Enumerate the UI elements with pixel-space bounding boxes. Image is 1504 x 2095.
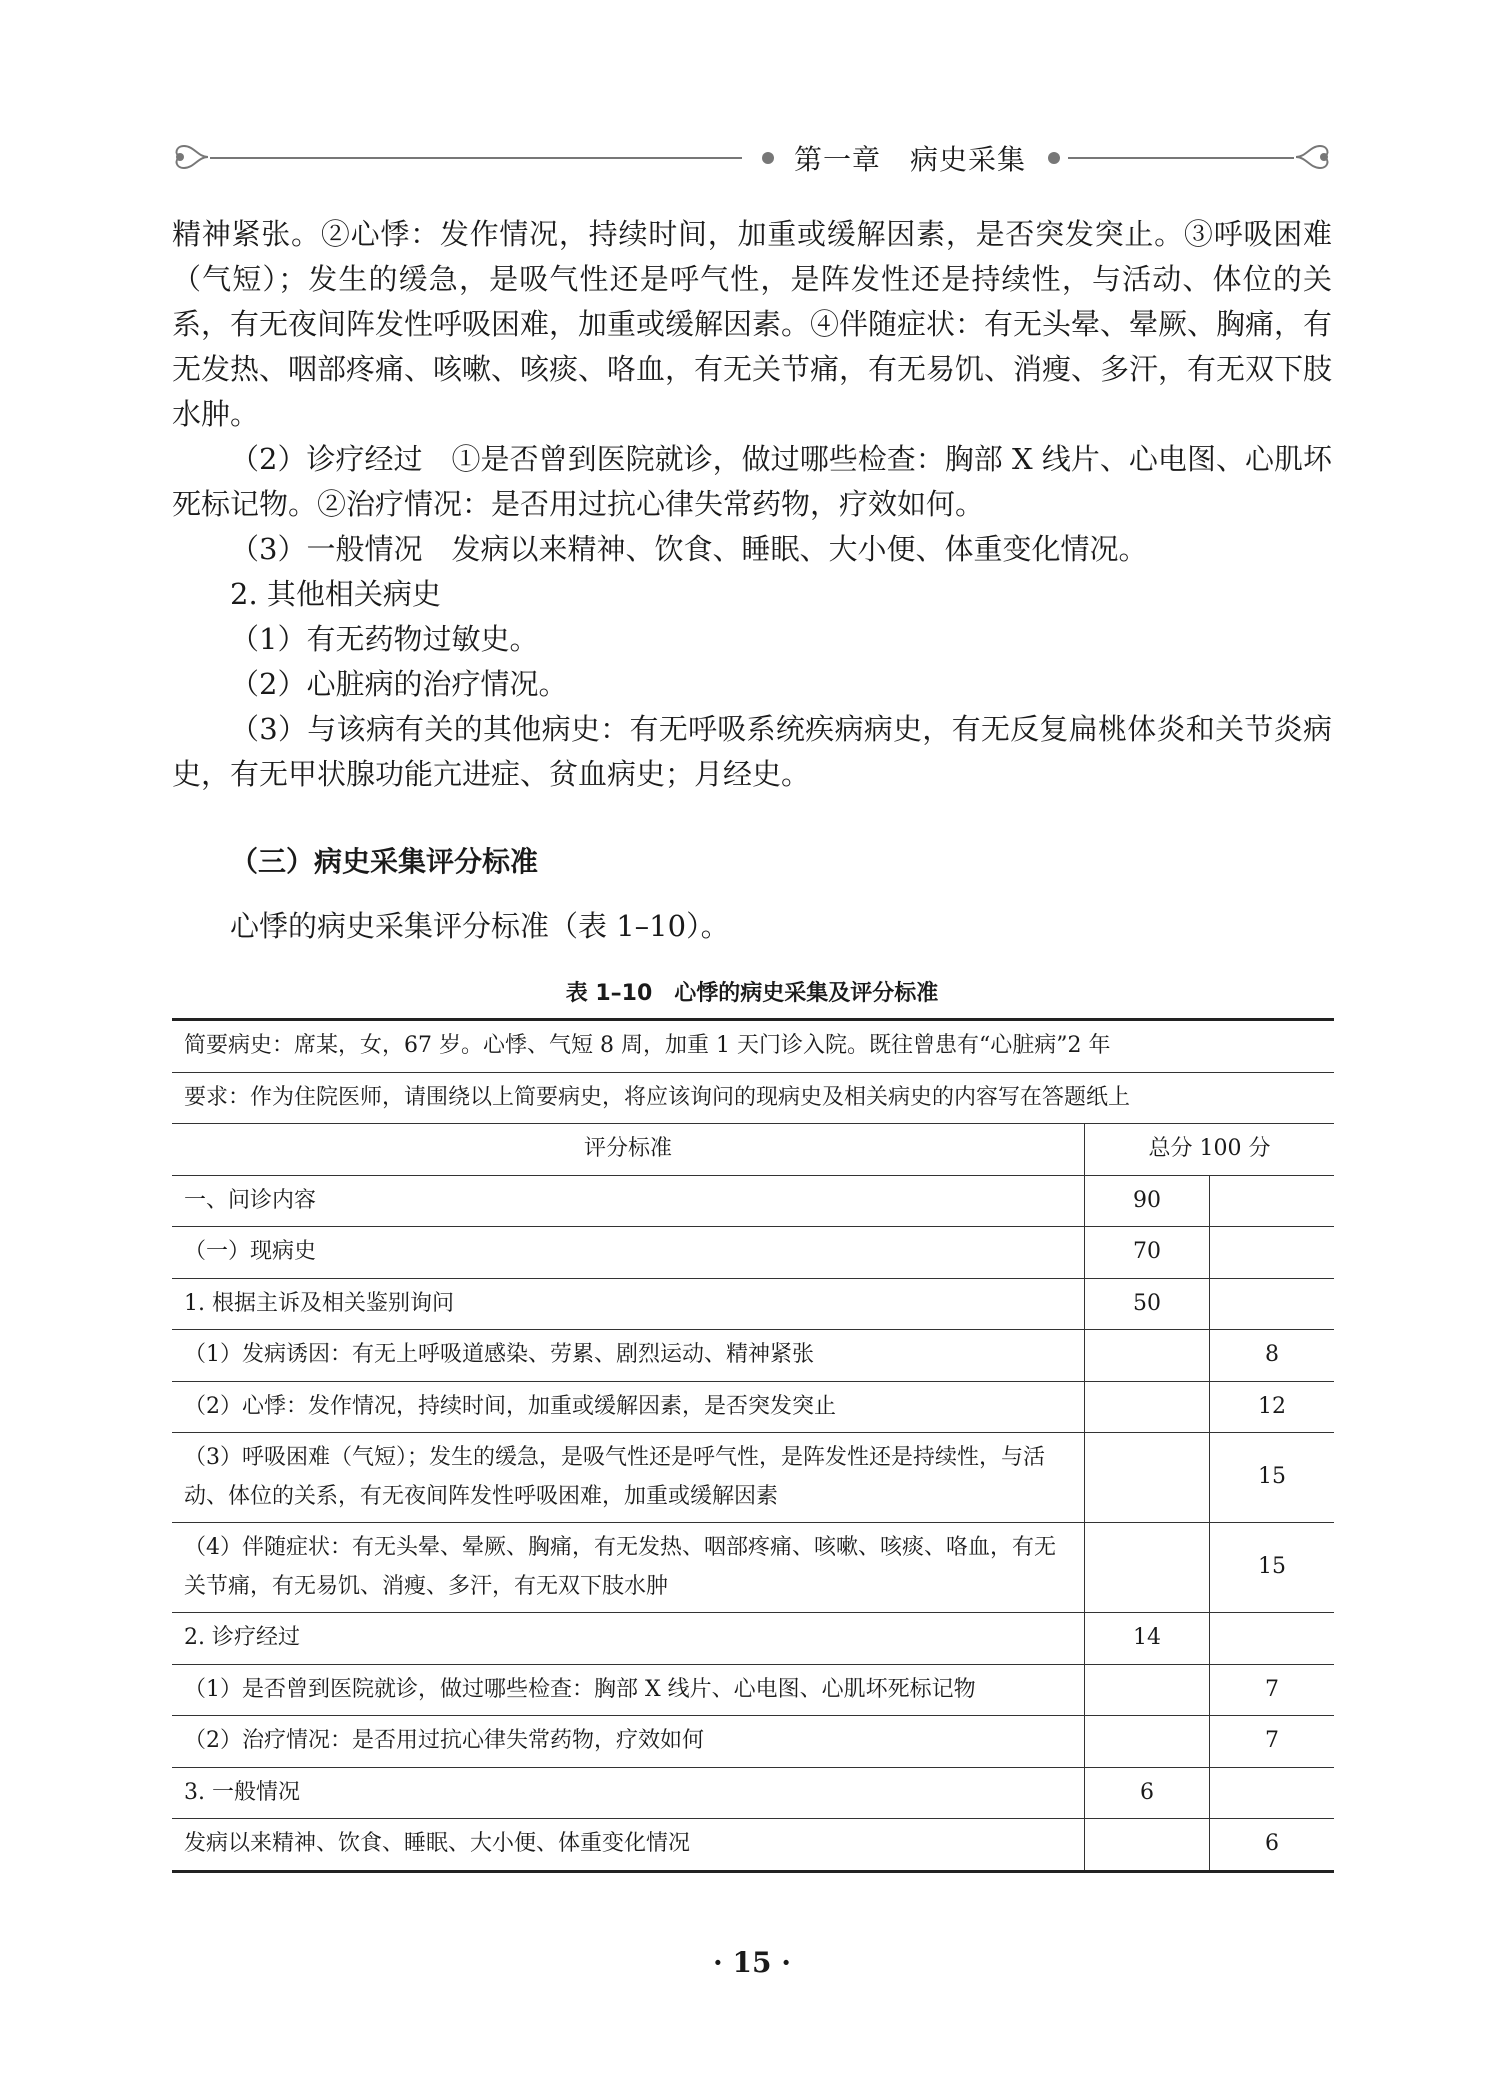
case-summary: 简要病史：席某，女，67 岁。心悸、气短 8 周，加重 1 天门诊入院。既往曾患有“心脏病”2 年 bbox=[172, 1020, 1334, 1073]
criteria-cell: （2）治疗情况：是否用过抗心律失常药物，疗效如何 bbox=[172, 1716, 1085, 1768]
subtotal-cell bbox=[1085, 1819, 1210, 1872]
intro-text: 心悸的病史采集评分标准（表 1–10）。 bbox=[230, 909, 730, 943]
scoring-table bbox=[172, 1018, 1334, 1873]
table-row bbox=[172, 1433, 1334, 1523]
points-cell bbox=[1210, 1278, 1335, 1330]
paragraph: （1）有无药物过敏史。 bbox=[230, 622, 539, 656]
points-cell: 7 bbox=[1210, 1716, 1335, 1768]
header-dot-left bbox=[762, 152, 774, 164]
table-row bbox=[172, 1767, 1334, 1819]
subtotal-cell bbox=[1085, 1664, 1210, 1716]
table-row bbox=[172, 1175, 1334, 1227]
points-cell bbox=[1210, 1767, 1335, 1819]
subtotal-cell bbox=[1085, 1523, 1210, 1613]
criteria-cell: （1）发病诱因：有无上呼吸道感染、劳累、剧烈运动、精神紧张 bbox=[172, 1330, 1085, 1382]
criteria-cell: 一、问诊内容 bbox=[172, 1175, 1085, 1227]
table-row bbox=[172, 1523, 1334, 1613]
subtotal-cell bbox=[1085, 1716, 1210, 1768]
points-cell bbox=[1210, 1227, 1335, 1279]
points-cell bbox=[1210, 1175, 1335, 1227]
ornament-left-icon bbox=[168, 132, 212, 182]
running-header bbox=[168, 132, 1336, 182]
section-heading: （三）病史采集评分标准 bbox=[230, 845, 539, 878]
criteria-cell: （1）是否曾到医院就诊，做过哪些检查：胸部 X 线片、心电图、心肌坏死标记物 bbox=[172, 1664, 1085, 1716]
table-row bbox=[172, 1278, 1334, 1330]
ornament-right-icon bbox=[1292, 132, 1336, 182]
criteria-cell: （4）伴随症状：有无头晕、晕厥、胸痛，有无发热、咽部疼痛、咳嗽、咳痰、咯血，有无关节痛，有无易饥、消瘦、多汗，有无双下肢水肿 bbox=[172, 1523, 1085, 1613]
criteria-cell: （一）现病史 bbox=[172, 1227, 1085, 1279]
table-row bbox=[172, 1330, 1334, 1382]
table-row bbox=[172, 1227, 1334, 1279]
table-row bbox=[172, 1664, 1334, 1716]
requirement: 要求：作为住院医师，请围绕以上简要病史，将应该询问的现病史及相关病史的内容写在答题纸上 bbox=[172, 1072, 1334, 1124]
points-cell: 6 bbox=[1210, 1819, 1335, 1872]
table-row bbox=[172, 1613, 1334, 1665]
paragraph: 2. 其他相关病史 bbox=[230, 577, 441, 611]
points-cell: 15 bbox=[1210, 1433, 1335, 1523]
subtotal-cell bbox=[1085, 1330, 1210, 1382]
paragraph: （2）诊疗经过 ①是否曾到医院就诊，做过哪些检查：胸部 X 线片、心电图、心肌坏死标记物。②治疗情况：是否用过抗心律失常药物，疗效如何。 bbox=[172, 442, 1332, 521]
header-dot-right bbox=[1048, 152, 1060, 164]
table-row bbox=[172, 1381, 1334, 1433]
criteria-cell: 2. 诊疗经过 bbox=[172, 1613, 1085, 1665]
criteria-cell: （2）心悸：发作情况，持续时间，加重或缓解因素，是否突发突止 bbox=[172, 1381, 1085, 1433]
column-header-total: 总分 100 分 bbox=[1085, 1124, 1335, 1176]
subtotal-cell: 6 bbox=[1085, 1767, 1210, 1819]
points-cell: 7 bbox=[1210, 1664, 1335, 1716]
paragraph: （3）一般情况 发病以来精神、饮食、睡眠、大小便、体重变化情况。 bbox=[230, 532, 1148, 566]
chapter-title: 第一章 病史采集 bbox=[793, 143, 1026, 176]
subtotal-cell bbox=[1085, 1433, 1210, 1523]
subtotal-cell: 50 bbox=[1085, 1278, 1210, 1330]
points-cell: 12 bbox=[1210, 1381, 1335, 1433]
table-caption: 表 1–10 心悸的病史采集及评分标准 bbox=[565, 981, 939, 1006]
subtotal-cell: 14 bbox=[1085, 1613, 1210, 1665]
paragraph: （3）与该病有关的其他病史：有无呼吸系统疾病病史，有无反复扁桃体炎和关节炎病史，有无甲状腺功能亢进症、贫血病史；月经史。 bbox=[172, 712, 1332, 791]
criteria-cell: 3. 一般情况 bbox=[172, 1767, 1085, 1819]
criteria-cell: 发病以来精神、饮食、睡眠、大小便、体重变化情况 bbox=[172, 1819, 1085, 1872]
header-rule-right bbox=[1068, 157, 1294, 159]
column-header-criteria: 评分标准 bbox=[172, 1124, 1085, 1176]
paragraph: （2）心脏病的治疗情况。 bbox=[230, 667, 568, 701]
subtotal-cell: 90 bbox=[1085, 1175, 1210, 1227]
table-body bbox=[172, 1175, 1334, 1871]
header-rule-left bbox=[210, 157, 742, 159]
body-text bbox=[172, 212, 1332, 797]
points-cell: 15 bbox=[1210, 1523, 1335, 1613]
points-cell: 8 bbox=[1210, 1330, 1335, 1382]
page-number: · 15 · bbox=[713, 1946, 791, 1979]
criteria-cell: （3）呼吸困难（气短）；发生的缓急，是吸气性还是呼气性，是阵发性还是持续性，与活动、体位的关系，有无夜间阵发性呼吸困难，加重或缓解因素 bbox=[172, 1433, 1085, 1523]
paragraph: 精神紧张。②心悸：发作情况，持续时间，加重或缓解因素，是否突发突止。③呼吸困难（气短）；发生的缓急，是吸气性还是呼气性，是阵发性还是持续性，与活动、体位的关系，有无夜间阵发性呼吸困难，加重或缓解因素。④伴随症状：有无头晕、晕厥、胸痛，有无发热、咽部疼痛、咳嗽、咳痰、咯血，有无关节痛，有无易饥、消瘦、多汗，有无双下肢水肿。 bbox=[172, 217, 1333, 431]
subtotal-cell bbox=[1085, 1381, 1210, 1433]
subtotal-cell: 70 bbox=[1085, 1227, 1210, 1279]
table-row bbox=[172, 1819, 1334, 1872]
criteria-cell: 1. 根据主诉及相关鉴别询问 bbox=[172, 1278, 1085, 1330]
table-row bbox=[172, 1716, 1334, 1768]
points-cell bbox=[1210, 1613, 1335, 1665]
